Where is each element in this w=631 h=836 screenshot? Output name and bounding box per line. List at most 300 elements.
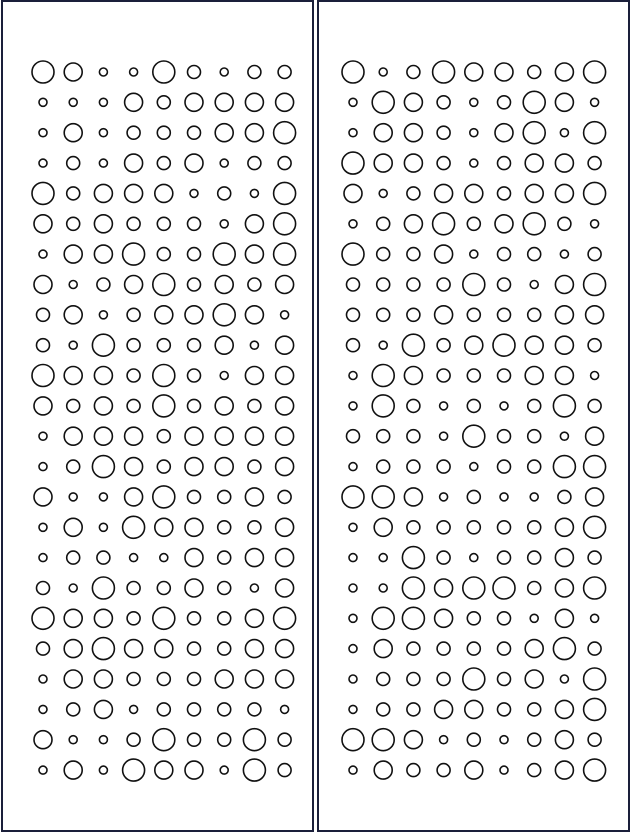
right-circle-r2-c0 <box>349 129 357 137</box>
right-circle-r12-c1 <box>377 430 390 443</box>
left-circle-r21-c0 <box>39 705 47 713</box>
right-circle-r17-c3 <box>435 579 453 597</box>
left-circle-r16-c8 <box>276 549 294 567</box>
left-circle-r21-c3 <box>130 705 138 713</box>
left-circle-r20-c3 <box>127 673 140 686</box>
left-circle-r16-c4 <box>160 554 168 562</box>
right-circle-r2-c4 <box>470 129 478 137</box>
right-circle-r8-c8 <box>586 306 604 324</box>
left-circle-r14-c2 <box>99 493 107 501</box>
right-circle-r0-c1 <box>379 68 387 76</box>
left-circle-r23-c2 <box>99 766 107 774</box>
right-circle-r15-c7 <box>555 518 573 536</box>
left-circle-r22-c8 <box>278 733 291 746</box>
right-circle-r4-c0 <box>344 184 362 202</box>
right-circle-r9-c0 <box>347 339 360 352</box>
right-circle-r0-c8 <box>584 61 606 83</box>
right-circle-r17-c0 <box>349 584 357 592</box>
right-circle-r21-c5 <box>498 703 511 716</box>
left-circle-r20-c0 <box>39 675 47 683</box>
right-circle-r1-c2 <box>404 93 422 111</box>
left-circle-r0-c6 <box>220 68 228 76</box>
right-panel <box>317 0 630 832</box>
left-circle-r18-c3 <box>127 612 140 625</box>
left-circle-r8-c1 <box>64 306 82 324</box>
right-circle-r2-c3 <box>437 126 450 139</box>
left-circle-r20-c6 <box>215 670 233 688</box>
right-circle-r15-c0 <box>349 523 357 531</box>
right-circle-r22-c3 <box>440 736 448 744</box>
right-circle-r15-c1 <box>374 518 392 536</box>
right-circle-r3-c3 <box>437 157 450 170</box>
left-circle-r15-c6 <box>218 521 231 534</box>
left-circle-r15-c3 <box>123 516 145 538</box>
right-circle-r20-c0 <box>349 675 357 683</box>
right-circle-r18-c3 <box>435 609 453 627</box>
left-circle-r11-c6 <box>215 397 233 415</box>
left-circle-r18-c8 <box>274 607 296 629</box>
right-circle-r21-c4 <box>465 700 483 718</box>
right-circle-r0-c0 <box>342 61 364 83</box>
left-circle-r16-c7 <box>245 549 263 567</box>
right-circle-r17-c8 <box>584 577 606 599</box>
left-circle-r15-c5 <box>185 518 203 536</box>
right-circle-r7-c1 <box>377 278 390 291</box>
left-circle-r1-c1 <box>69 98 77 106</box>
left-circle-r9-c2 <box>92 334 114 356</box>
right-circle-r14-c1 <box>372 486 394 508</box>
left-circle-r22-c5 <box>188 733 201 746</box>
left-circle-r9-c7 <box>250 341 258 349</box>
left-circle-r8-c7 <box>245 306 263 324</box>
left-circle-r1-c8 <box>276 93 294 111</box>
left-circle-r13-c6 <box>215 458 233 476</box>
left-circle-r2-c3 <box>127 126 140 139</box>
left-circle-r10-c6 <box>220 372 228 380</box>
right-circle-r4-c7 <box>555 184 573 202</box>
left-circle-r4-c3 <box>125 184 143 202</box>
right-circle-r17-c6 <box>528 582 541 595</box>
left-circle-r4-c8 <box>274 182 296 204</box>
right-circle-r16-c3 <box>437 551 450 564</box>
right-circle-r4-c5 <box>498 187 511 200</box>
right-circle-pattern <box>319 2 628 830</box>
left-circle-r1-c0 <box>39 98 47 106</box>
right-circle-r22-c0 <box>342 729 364 751</box>
right-circle-r18-c6 <box>530 614 538 622</box>
right-circle-r19-c7 <box>553 638 575 660</box>
right-circle-r11-c5 <box>500 402 508 410</box>
right-circle-r7-c4 <box>463 274 485 296</box>
left-circle-r5-c3 <box>127 217 140 230</box>
right-circle-r19-c8 <box>588 642 601 655</box>
left-circle-r8-c2 <box>99 311 107 319</box>
right-circle-r14-c3 <box>440 493 448 501</box>
left-circle-r23-c5 <box>185 761 203 779</box>
left-circle-r15-c8 <box>276 518 294 536</box>
right-circle-r10-c6 <box>525 367 543 385</box>
right-circle-r1-c0 <box>349 98 357 106</box>
left-circle-r22-c2 <box>99 736 107 744</box>
right-circle-r1-c5 <box>498 96 511 109</box>
left-circle-r1-c4 <box>157 96 170 109</box>
right-circle-r5-c2 <box>404 215 422 233</box>
left-circle-r2-c2 <box>99 129 107 137</box>
right-circle-r3-c7 <box>555 154 573 172</box>
left-circle-r2-c0 <box>39 129 47 137</box>
right-circle-r13-c4 <box>470 463 478 471</box>
left-circle-r19-c3 <box>125 640 143 658</box>
right-circle-r2-c8 <box>584 122 606 144</box>
left-circle-r10-c0 <box>32 365 54 387</box>
left-circle-r2-c6 <box>215 124 233 142</box>
right-circle-r8-c6 <box>528 308 541 321</box>
left-circle-r18-c2 <box>94 609 112 627</box>
left-circle-r9-c0 <box>37 339 50 352</box>
right-circle-r13-c2 <box>407 460 420 473</box>
left-circle-r17-c4 <box>157 582 170 595</box>
left-circle-r20-c2 <box>94 670 112 688</box>
right-circle-r23-c8 <box>584 759 606 781</box>
left-circle-r2-c8 <box>274 122 296 144</box>
right-circle-r21-c6 <box>528 703 541 716</box>
left-circle-r0-c0 <box>32 61 54 83</box>
left-circle-r13-c3 <box>125 458 143 476</box>
left-circle-r10-c7 <box>245 367 263 385</box>
right-circle-r9-c3 <box>437 339 450 352</box>
left-panel <box>1 0 314 832</box>
right-circle-r15-c6 <box>528 521 541 534</box>
right-circle-r14-c0 <box>342 486 364 508</box>
right-circle-r22-c8 <box>588 733 601 746</box>
left-circle-r2-c1 <box>64 124 82 142</box>
left-circle-r4-c4 <box>155 184 173 202</box>
right-circle-r19-c2 <box>407 642 420 655</box>
left-circle-r18-c0 <box>32 607 54 629</box>
right-circle-r17-c7 <box>555 579 573 597</box>
right-circle-r3-c4 <box>470 159 478 167</box>
right-circle-r4-c4 <box>465 184 483 202</box>
left-circle-r3-c6 <box>220 159 228 167</box>
left-circle-r9-c5 <box>188 339 201 352</box>
left-circle-r4-c5 <box>190 189 198 197</box>
right-circle-r18-c4 <box>467 612 480 625</box>
right-circle-r3-c5 <box>498 157 511 170</box>
right-circle-r4-c2 <box>407 187 420 200</box>
left-circle-r7-c7 <box>248 278 261 291</box>
left-circle-r3-c2 <box>99 159 107 167</box>
left-circle-r5-c4 <box>157 217 170 230</box>
left-circle-r5-c5 <box>188 217 201 230</box>
right-circle-r4-c1 <box>379 189 387 197</box>
right-circle-r15-c8 <box>584 516 606 538</box>
left-circle-r11-c1 <box>67 399 80 412</box>
right-circle-r19-c0 <box>349 645 357 653</box>
left-circle-r8-c6 <box>213 304 235 326</box>
left-circle-r6-c8 <box>274 243 296 265</box>
left-circle-r3-c1 <box>67 157 80 170</box>
right-circle-r8-c5 <box>498 308 511 321</box>
right-circle-r8-c2 <box>407 308 420 321</box>
left-circle-r16-c0 <box>39 554 47 562</box>
right-circle-r12-c6 <box>528 430 541 443</box>
left-circle-r4-c2 <box>94 184 112 202</box>
right-circle-r17-c1 <box>379 584 387 592</box>
right-circle-r9-c2 <box>402 334 424 356</box>
left-circle-r9-c6 <box>215 336 233 354</box>
right-circle-r13-c0 <box>349 463 357 471</box>
right-circle-r2-c5 <box>495 124 513 142</box>
right-circle-r11-c8 <box>588 399 601 412</box>
right-circle-r12-c7 <box>560 432 568 440</box>
left-circle-r8-c5 <box>185 306 203 324</box>
right-circle-r4-c6 <box>525 184 543 202</box>
right-circle-r17-c4 <box>463 577 485 599</box>
right-circle-r16-c7 <box>555 549 573 567</box>
right-circle-r20-c8 <box>584 668 606 690</box>
left-circle-r12-c3 <box>125 427 143 445</box>
right-circle-r23-c3 <box>437 764 450 777</box>
right-circle-r20-c5 <box>498 673 511 686</box>
left-circle-r0-c8 <box>278 66 291 79</box>
left-circle-r12-c5 <box>185 427 203 445</box>
left-circle-r4-c1 <box>67 187 80 200</box>
right-circle-r0-c5 <box>495 63 513 81</box>
right-circle-r10-c4 <box>467 369 480 382</box>
left-circle-r1-c2 <box>99 98 107 106</box>
right-circle-r7-c2 <box>407 278 420 291</box>
left-circle-r19-c2 <box>92 638 114 660</box>
left-circle-r2-c7 <box>245 124 263 142</box>
right-circle-r6-c7 <box>560 250 568 258</box>
left-circle-r9-c8 <box>276 336 294 354</box>
right-circle-r7-c7 <box>555 276 573 294</box>
left-circle-r12-c2 <box>94 427 112 445</box>
left-circle-r14-c1 <box>69 493 77 501</box>
left-circle-r19-c5 <box>188 642 201 655</box>
left-circle-r23-c3 <box>123 759 145 781</box>
left-circle-r4-c7 <box>250 189 258 197</box>
right-circle-r9-c6 <box>525 336 543 354</box>
right-circle-r16-c6 <box>528 551 541 564</box>
right-circle-r13-c8 <box>584 456 606 478</box>
right-circle-r19-c3 <box>437 642 450 655</box>
left-circle-r5-c8 <box>274 213 296 235</box>
left-circle-r13-c5 <box>185 458 203 476</box>
left-circle-r17-c1 <box>69 584 77 592</box>
right-circle-r9-c5 <box>493 334 515 356</box>
right-circle-r16-c0 <box>349 554 357 562</box>
left-circle-r18-c4 <box>153 607 175 629</box>
right-circle-r6-c3 <box>435 245 453 263</box>
left-circle-r12-c8 <box>276 427 294 445</box>
right-circle-r6-c1 <box>377 248 390 261</box>
left-circle-r14-c4 <box>153 486 175 508</box>
left-circle-r21-c5 <box>188 703 201 716</box>
right-circle-r16-c1 <box>379 554 387 562</box>
right-circle-r14-c5 <box>500 493 508 501</box>
left-circle-r3-c8 <box>278 157 291 170</box>
right-circle-r21-c3 <box>435 700 453 718</box>
left-circle-r17-c2 <box>92 577 114 599</box>
right-circle-r12-c3 <box>440 432 448 440</box>
left-circle-r14-c3 <box>125 488 143 506</box>
right-circle-r15-c4 <box>467 521 480 534</box>
left-circle-r12-c7 <box>245 427 263 445</box>
left-circle-r17-c5 <box>185 579 203 597</box>
left-circle-r16-c1 <box>67 551 80 564</box>
left-circle-r7-c1 <box>69 281 77 289</box>
right-circle-r1-c3 <box>437 96 450 109</box>
right-circle-r22-c5 <box>500 736 508 744</box>
right-circle-r0-c7 <box>555 63 573 81</box>
right-circle-r23-c4 <box>465 761 483 779</box>
left-circle-r13-c8 <box>276 458 294 476</box>
left-circle-r11-c8 <box>276 397 294 415</box>
right-circle-r7-c6 <box>530 281 538 289</box>
left-circle-r11-c5 <box>188 399 201 412</box>
left-circle-r1-c3 <box>125 93 143 111</box>
right-circle-r5-c6 <box>523 213 545 235</box>
right-circle-r0-c2 <box>407 66 420 79</box>
left-circle-r0-c2 <box>99 68 107 76</box>
right-circle-r11-c4 <box>467 399 480 412</box>
right-circle-r5-c1 <box>377 217 390 230</box>
right-circle-r21-c0 <box>349 705 357 713</box>
right-circle-r6-c8 <box>588 248 601 261</box>
left-circle-r14-c7 <box>245 488 263 506</box>
right-circle-r23-c1 <box>374 761 392 779</box>
right-circle-r23-c0 <box>349 766 357 774</box>
left-circle-r15-c1 <box>64 518 82 536</box>
left-circle-r7-c3 <box>125 276 143 294</box>
right-circle-r1-c4 <box>470 98 478 106</box>
left-circle-r5-c0 <box>34 215 52 233</box>
left-circle-r10-c2 <box>94 367 112 385</box>
left-circle-r18-c7 <box>245 609 263 627</box>
left-circle-r13-c0 <box>39 463 47 471</box>
right-circle-r15-c5 <box>498 521 511 534</box>
right-circle-r14-c8 <box>586 488 604 506</box>
right-circle-r5-c4 <box>467 217 480 230</box>
right-circle-r2-c2 <box>404 124 422 142</box>
left-circle-r11-c0 <box>34 397 52 415</box>
right-circle-r13-c3 <box>437 460 450 473</box>
left-circle-r16-c3 <box>130 554 138 562</box>
left-circle-r7-c2 <box>97 278 110 291</box>
left-circle-r17-c8 <box>276 579 294 597</box>
right-circle-r3-c8 <box>588 157 601 170</box>
right-circle-r8-c3 <box>435 306 453 324</box>
right-circle-r7-c0 <box>347 278 360 291</box>
left-circle-r7-c4 <box>153 274 175 296</box>
right-circle-r2-c7 <box>560 129 568 137</box>
right-circle-r14-c4 <box>467 490 480 503</box>
left-circle-r20-c4 <box>157 673 170 686</box>
left-circle-r10-c8 <box>276 367 294 385</box>
right-circle-r3-c0 <box>342 152 364 174</box>
right-circle-r8-c1 <box>377 308 390 321</box>
left-circle-r1-c6 <box>215 93 233 111</box>
left-circle-r8-c3 <box>127 308 140 321</box>
right-circle-r15-c3 <box>437 521 450 534</box>
left-circle-r9-c4 <box>157 339 170 352</box>
left-circle-r3-c7 <box>248 157 261 170</box>
right-circle-r6-c4 <box>470 250 478 258</box>
left-circle-r4-c6 <box>218 187 231 200</box>
left-circle-r13-c7 <box>248 460 261 473</box>
left-circle-r6-c2 <box>94 245 112 263</box>
right-circle-r22-c7 <box>555 731 573 749</box>
right-circle-r5-c8 <box>591 220 599 228</box>
right-circle-r21-c8 <box>584 698 606 720</box>
left-circle-r3-c5 <box>185 154 203 172</box>
left-circle-r21-c1 <box>67 703 80 716</box>
right-circle-r1-c6 <box>523 91 545 113</box>
right-circle-r6-c6 <box>528 248 541 261</box>
right-circle-r11-c3 <box>440 402 448 410</box>
right-circle-r8-c0 <box>347 308 360 321</box>
right-circle-r11-c7 <box>553 395 575 417</box>
left-circle-r20-c1 <box>64 670 82 688</box>
right-circle-r20-c6 <box>525 670 543 688</box>
right-circle-r20-c7 <box>560 675 568 683</box>
left-circle-r17-c7 <box>250 584 258 592</box>
left-circle-r16-c2 <box>97 551 110 564</box>
left-circle-r21-c8 <box>281 705 289 713</box>
left-circle-r23-c0 <box>39 766 47 774</box>
left-circle-r12-c6 <box>215 427 233 445</box>
left-circle-r6-c6 <box>213 243 235 265</box>
right-circle-r6-c0 <box>342 243 364 265</box>
left-circle-r12-c1 <box>64 427 82 445</box>
left-circle-r16-c5 <box>185 549 203 567</box>
right-circle-r23-c5 <box>500 766 508 774</box>
right-circle-r10-c2 <box>404 367 422 385</box>
right-circle-r9-c1 <box>379 341 387 349</box>
left-circle-r21-c6 <box>218 703 231 716</box>
left-circle-r7-c6 <box>215 276 233 294</box>
right-circle-r16-c2 <box>402 547 424 569</box>
right-circle-r4-c3 <box>435 184 453 202</box>
right-circle-r9-c8 <box>588 339 601 352</box>
right-circle-r11-c1 <box>372 395 394 417</box>
left-circle-r4-c0 <box>32 182 54 204</box>
right-circle-r1-c7 <box>555 93 573 111</box>
right-circle-r20-c4 <box>463 668 485 690</box>
left-circle-r22-c1 <box>69 736 77 744</box>
right-circle-r12-c0 <box>347 430 360 443</box>
left-circle-r2-c4 <box>157 126 170 139</box>
right-circle-r20-c2 <box>407 673 420 686</box>
right-circle-r13-c5 <box>498 460 511 473</box>
left-circle-r1-c7 <box>245 93 263 111</box>
right-circle-r18-c0 <box>349 614 357 622</box>
right-circle-r19-c5 <box>498 642 511 655</box>
left-circle-r9-c1 <box>69 341 77 349</box>
right-circle-r5-c3 <box>433 213 455 235</box>
right-circle-r12-c8 <box>586 427 604 445</box>
left-circle-r7-c0 <box>34 276 52 294</box>
left-circle-r13-c4 <box>157 460 170 473</box>
left-circle-r7-c5 <box>188 278 201 291</box>
right-circle-r11-c6 <box>528 399 541 412</box>
left-circle-r6-c1 <box>64 245 82 263</box>
left-circle-r23-c4 <box>155 761 173 779</box>
left-circle-r11-c2 <box>94 397 112 415</box>
right-circle-r0-c6 <box>528 66 541 79</box>
right-circle-r19-c4 <box>467 642 480 655</box>
